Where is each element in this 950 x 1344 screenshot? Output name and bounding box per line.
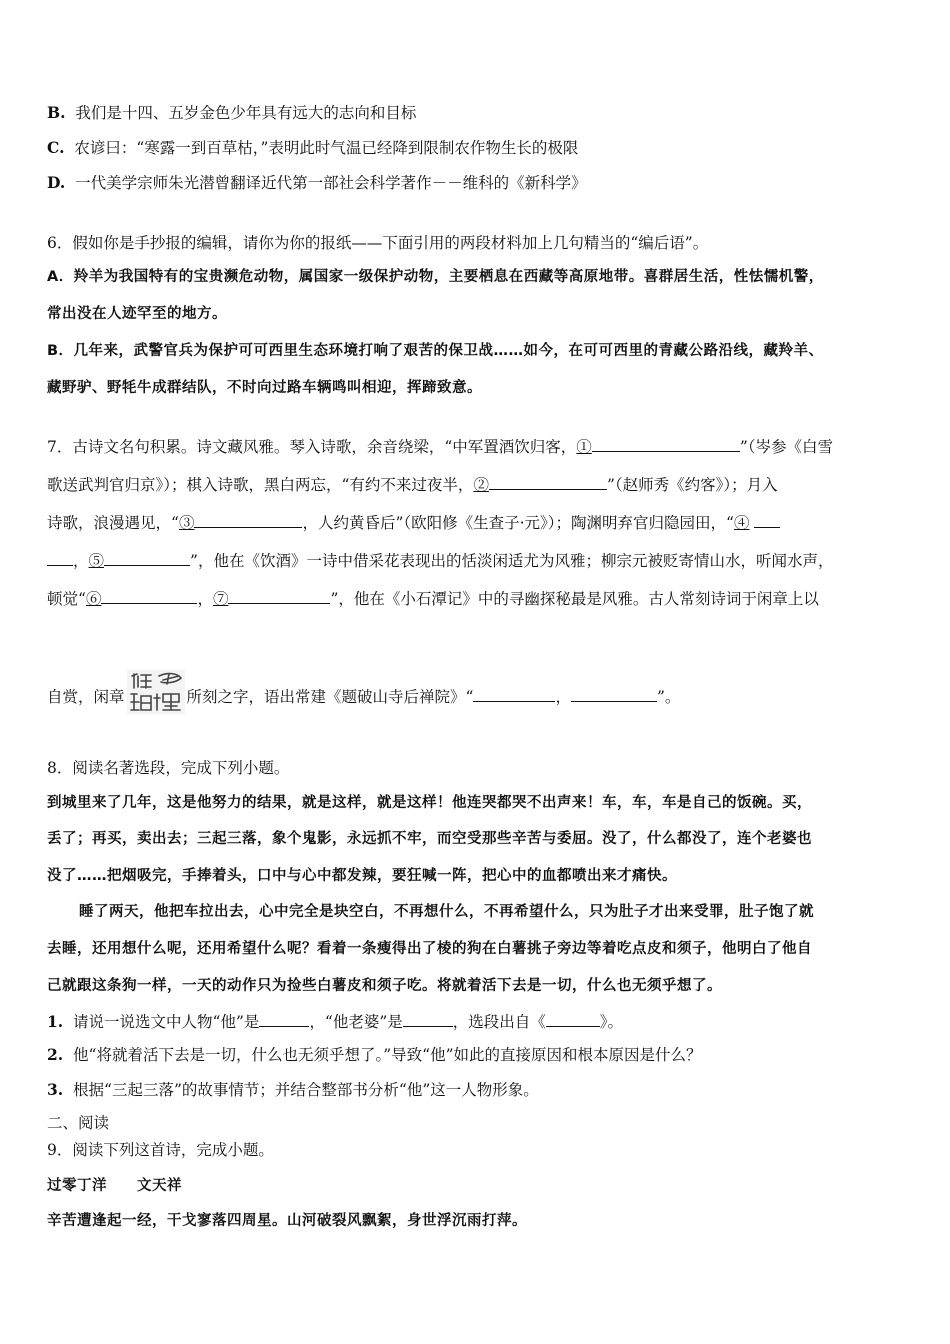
blank-marker-2: ② — [473, 476, 489, 494]
q8-stem: 8．阅读名著选段，完成下列小题。 — [47, 759, 290, 777]
q6-material-a-line1: A．羚羊为我国特有的宝贵濒危动物，属国家一级保护动物，主要栖息在西藏等高原地带。喜群居生活，性怯懦机警， — [47, 269, 824, 285]
q6-material-b-line2: 藏野驴、野牦牛成群结队，不时向过路车辆鸣叫相迎，挥蹄致意。 — [47, 380, 482, 396]
blank-marker-4: ④ — [733, 514, 750, 532]
q7-line3: 诗歌，浪漫遇见，“③ ，人约黄昏后”（欧阳修《生查子·元》）；陶渊明弃官归隐园田，“④ — [47, 512, 780, 533]
blank-marker-7: ⑦ — [212, 590, 229, 608]
subq1-blank-1[interactable] — [259, 1011, 309, 1027]
blank-marker-5: ⑤ — [88, 552, 105, 570]
q8-passage-p1-line2: 丢了；再买，卖出去；三起三落，象个鬼影，永远抓不牢，而空受那些辛苦与委屈。没了，什么都没了，连个老婆也 — [47, 831, 812, 847]
q8-subq-2: 2. 他“将就着活下去是一切，什么也无须乎想了。”导致“他”如此的直接原因和根本原因是什么？ — [47, 1045, 702, 1064]
q8-passage-p2-line1: 睡了两天，他把车拉出去，心中完全是块空白，不再想什么，不再希望什么，只为肚子才出来受罪，肚子饱了就 — [79, 904, 814, 920]
q8-passage-p1-line3: 没了……把烟吸完，手捧着头，口中与心中都发辣，要狂喊一阵，把心中的血都喷出来才痛快。 — [47, 868, 677, 884]
subq1-blank-3[interactable] — [546, 1011, 600, 1027]
blank-marker-1: ① — [576, 438, 592, 456]
q5-option-d: D. 一代美学宗师朱光潜曾翻译近代第一部社会科学著作－－维科的《新科学》 — [47, 173, 587, 192]
q8-passage-p2-line2: 去睡，还用想什么呢，还用希望什么呢？看着一条瘦得出了棱的狗在白薯挑子旁边等着吃点皮和须子，他明白了他自 — [47, 941, 812, 957]
q8-passage-p1-line1: 到城里来了几年，这是他努力的结果，就是这样，就是这样！他连哭都哭不出声来！车，车，车是自己的饭碗。买， — [47, 795, 812, 811]
fill-blank-3[interactable] — [194, 512, 302, 528]
q8-subq-1: 1. 请说一说选文中人物“他”是 ，“他老婆”是 ，选段出自《 》。 — [47, 1012, 624, 1031]
section-heading: 二、阅读 — [47, 1114, 110, 1132]
q9-poem-line1: 辛苦遭逢起一经，干戈寥落四周星。山河破裂风飘絮，身世浮沉雨打萍。 — [47, 1213, 527, 1229]
q6-material-a-line2: 常出没在人迹罕至的地方。 — [47, 306, 227, 322]
fill-blank-2[interactable] — [489, 474, 607, 490]
q7-line5: 顿觉“⑥ ，⑦ ”，他在《小石潭记》中的寻幽探秘最是风雅。古人常刻诗词于闲章上以 — [47, 590, 819, 608]
q9-poem-title: 过零丁洋 文天祥 — [47, 1178, 182, 1194]
q7-line4: ，⑤ ”，他在《饮酒》一诗中借采花表现出的恬淡闲适尤为风雅；柳宗元被贬寄情山水，听闻水声， — [47, 550, 833, 571]
q7-line1: 7．古诗文名句积累。诗文藏风雅。琴入诗歌，余音绕梁，“中军置酒饮归客，① ”（岑参《白雪 — [47, 438, 833, 456]
seal-image — [127, 670, 185, 714]
fill-blank-9[interactable] — [571, 686, 657, 702]
fill-blank-1[interactable] — [592, 436, 740, 452]
fill-blank-4a[interactable] — [754, 512, 780, 528]
q7-line6: 自赏，闲章 所刻之字，语出常建《题破山寺后禅院》“ ， ”。 — [47, 676, 680, 720]
fill-blank-4b[interactable] — [47, 550, 73, 566]
blank-marker-3: ③ — [178, 514, 195, 532]
q5-option-b: B. 我们是十四、五岁金色少年具有远大的志向和目标 — [47, 103, 417, 122]
fill-blank-7[interactable] — [228, 588, 330, 604]
q8-passage-p2-line3: 己就跟这条狗一样，一天的动作只为捡些白薯皮和须子吃。将就着活下去是一切，什么也无须乎想了。 — [47, 978, 722, 994]
q5-option-c: C. 农谚曰：“寒露一到百草枯，”表明此时气温已经降到限制农作物生长的极限 — [47, 138, 579, 157]
q6-stem: 6．假如你是手抄报的编辑，请你为你的报纸——下面引用的两段材料加上几句精当的“编后语”。 — [47, 234, 709, 252]
blank-marker-6: ⑥ — [85, 590, 102, 608]
fill-blank-5[interactable] — [104, 550, 190, 566]
q6-material-b-line1: B．几年来，武警官兵为保护可可西里生态环境打响了艰苦的保卫战……如今，在可可西里的青藏公路沿线，藏羚羊、 — [47, 343, 824, 359]
q9-stem: 9．阅读下列这首诗，完成小题。 — [47, 1141, 274, 1159]
q7-line2: 歌送武判官归京》）；棋入诗歌，黑白两忘，“有约不来过夜半，② ”（赵师秀《约客》）；月入 — [47, 476, 778, 494]
q8-subq-3: 3. 根据“三起三落”的故事情节；并结合整部书分析“他”这一人物形象。 — [47, 1080, 539, 1099]
fill-blank-6[interactable] — [101, 588, 197, 604]
fill-blank-8[interactable] — [473, 686, 555, 702]
subq1-blank-2[interactable] — [403, 1011, 453, 1027]
